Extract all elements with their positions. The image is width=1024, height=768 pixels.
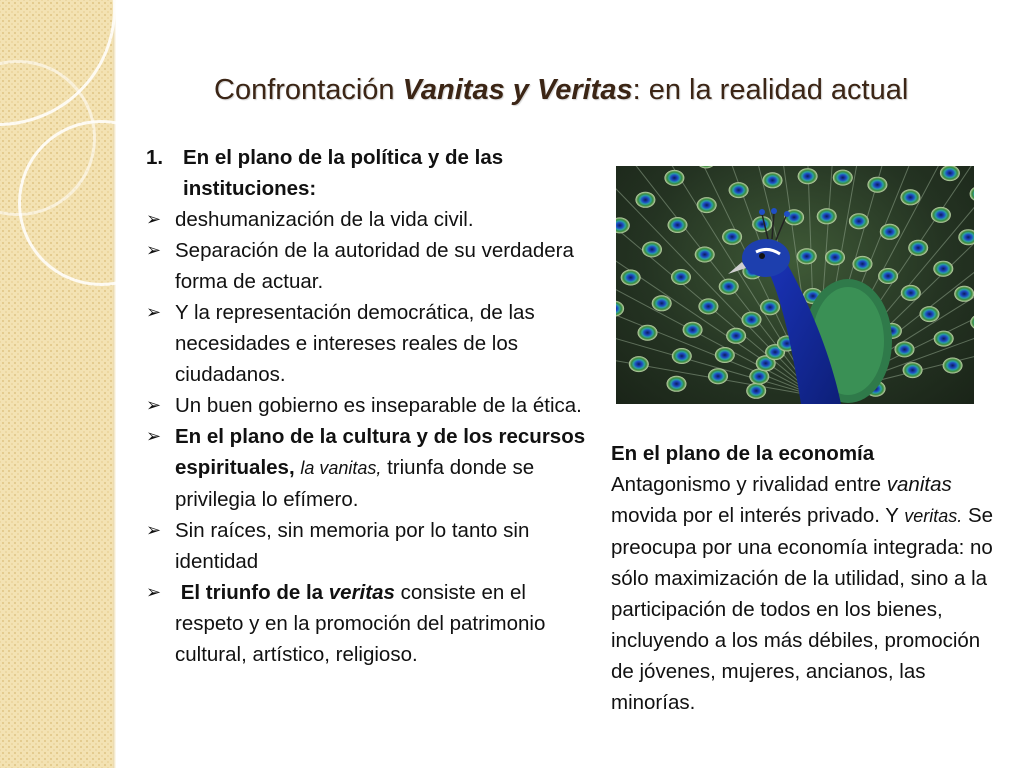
economy-line: Se preocupa por una economía integrada: no sólo maximización de la utilidad, sino a la participación de todos en los bienes, incluyendo a los más débiles, promoción de jóvenes, mujeres, ancianos, las minorías. bbox=[611, 504, 994, 714]
feather-eye bbox=[940, 166, 960, 181]
section-number: 1. bbox=[146, 146, 164, 169]
feather-eye bbox=[635, 192, 655, 208]
feather-eye bbox=[697, 197, 717, 213]
feather-eye bbox=[833, 170, 853, 186]
bullet-text: Un buen gobierno es inseparable de la ética. bbox=[175, 394, 582, 417]
feather-eye bbox=[825, 249, 845, 265]
peacock-illustration bbox=[616, 166, 974, 404]
feather-eye bbox=[729, 182, 749, 198]
arrow-bullet-icon: ➢ bbox=[146, 426, 162, 446]
feather-eye bbox=[895, 341, 915, 357]
feather-eye bbox=[664, 170, 684, 186]
feather-eye bbox=[798, 168, 818, 184]
bullet-text: deshumanización de la vida civil. bbox=[175, 208, 474, 231]
arrow-bullet-icon: ➢ bbox=[146, 209, 162, 229]
feather-eye bbox=[708, 368, 728, 384]
title-emphasis: Vanitas y Veritas bbox=[402, 74, 633, 106]
slide-title bbox=[214, 74, 994, 107]
triumph-bold: El triunfo de la bbox=[180, 581, 324, 604]
feather-eye bbox=[696, 166, 716, 168]
economy-text bbox=[611, 469, 1001, 718]
feather-eye bbox=[931, 207, 951, 223]
list-item bbox=[146, 421, 596, 515]
feather-eye bbox=[867, 177, 887, 193]
feather-eye bbox=[722, 229, 742, 245]
feather-eye bbox=[817, 208, 837, 224]
feather-eye bbox=[652, 295, 672, 311]
list-item bbox=[146, 390, 596, 421]
feather-eye bbox=[683, 322, 703, 338]
feather-eye bbox=[880, 224, 900, 240]
title-suffix: : en la realidad actual bbox=[632, 74, 909, 106]
bullet-list bbox=[146, 204, 596, 670]
economy-heading: En el plano de la economía bbox=[611, 442, 875, 465]
arrow-bullet-icon: ➢ bbox=[146, 302, 162, 322]
feather-eye bbox=[616, 217, 630, 233]
section-heading-text: En el plano de la política y de las instituciones: bbox=[183, 146, 504, 200]
feather-eye bbox=[954, 286, 974, 302]
triumph-rest: consiste en el respeto y en la promoción del patrimonio cultural, artístico, religioso. bbox=[175, 581, 546, 666]
feather-eye bbox=[900, 189, 920, 205]
feather-eye bbox=[698, 298, 718, 314]
feather-eye bbox=[853, 256, 873, 272]
economy-line: movida por el interés privado. Y bbox=[611, 504, 905, 527]
economy-section bbox=[611, 438, 1001, 718]
feather-eye bbox=[901, 285, 921, 301]
triumph-italic: veritas bbox=[328, 581, 395, 604]
culture-rest: triunfa donde se privilegia lo efímero. bbox=[175, 456, 535, 511]
arrow-bullet-icon: ➢ bbox=[146, 582, 162, 602]
feather-eye bbox=[797, 248, 817, 264]
bullet-text: Sin raíces, sin memoria por lo tanto sin identidad bbox=[175, 519, 530, 573]
culture-italic: la vanitas, bbox=[300, 458, 382, 478]
list-item bbox=[146, 297, 596, 390]
arrow-bullet-icon: ➢ bbox=[146, 240, 162, 260]
title-prefix: Confrontación bbox=[214, 74, 403, 106]
feather-eye bbox=[616, 301, 624, 317]
feather-eye bbox=[970, 314, 974, 330]
vanitas-term: vanitas bbox=[886, 473, 952, 496]
list-item bbox=[146, 204, 596, 235]
feather-eye bbox=[746, 383, 766, 399]
side-band-edge bbox=[113, 0, 116, 768]
list-item bbox=[146, 235, 596, 297]
arrow-bullet-icon: ➢ bbox=[146, 395, 162, 415]
feather-eye bbox=[719, 279, 739, 295]
feather-eye bbox=[920, 306, 940, 322]
politics-section bbox=[146, 142, 596, 670]
feather-eye bbox=[742, 312, 762, 328]
feather-eye bbox=[629, 356, 649, 372]
feather-eye bbox=[671, 269, 691, 285]
feather-eye bbox=[667, 376, 687, 392]
feather-eye bbox=[726, 328, 746, 344]
arrow-bullet-icon: ➢ bbox=[146, 520, 162, 540]
feather-eye bbox=[958, 229, 974, 245]
feather-eye bbox=[621, 270, 641, 286]
feather-eye bbox=[672, 348, 692, 364]
feather-eye bbox=[642, 241, 662, 257]
feather-eye bbox=[668, 217, 688, 233]
section-heading bbox=[146, 142, 596, 204]
economy-line: Antagonismo y rivalidad entre bbox=[611, 473, 882, 496]
feather-eye bbox=[933, 261, 953, 277]
bullet-text: Y la representación democrática, de las necesidades e intereses reales de los ciudadanos. bbox=[175, 301, 535, 386]
veritas-term: veritas. bbox=[904, 506, 963, 526]
feather-eye bbox=[763, 172, 783, 188]
feather-eye bbox=[908, 240, 928, 256]
peacock-image bbox=[616, 166, 974, 404]
list-item bbox=[146, 577, 596, 670]
feather-eye bbox=[943, 358, 963, 374]
feather-eye bbox=[638, 325, 658, 341]
feather-eye bbox=[934, 331, 954, 347]
feather-eye bbox=[752, 216, 772, 232]
feather-eye bbox=[970, 186, 974, 202]
feather-eye bbox=[849, 213, 869, 229]
feather-eye bbox=[760, 299, 780, 315]
feather-eye bbox=[695, 247, 715, 263]
feather-eye bbox=[878, 268, 898, 284]
culture-bold: En el plano de la cultura y de los recursos espirituales, bbox=[175, 425, 586, 479]
feather-eye bbox=[903, 362, 923, 378]
bullet-text: Separación de la autoridad de su verdadera forma de actuar. bbox=[175, 239, 574, 293]
list-item bbox=[146, 515, 596, 577]
feather-eye bbox=[715, 347, 735, 363]
